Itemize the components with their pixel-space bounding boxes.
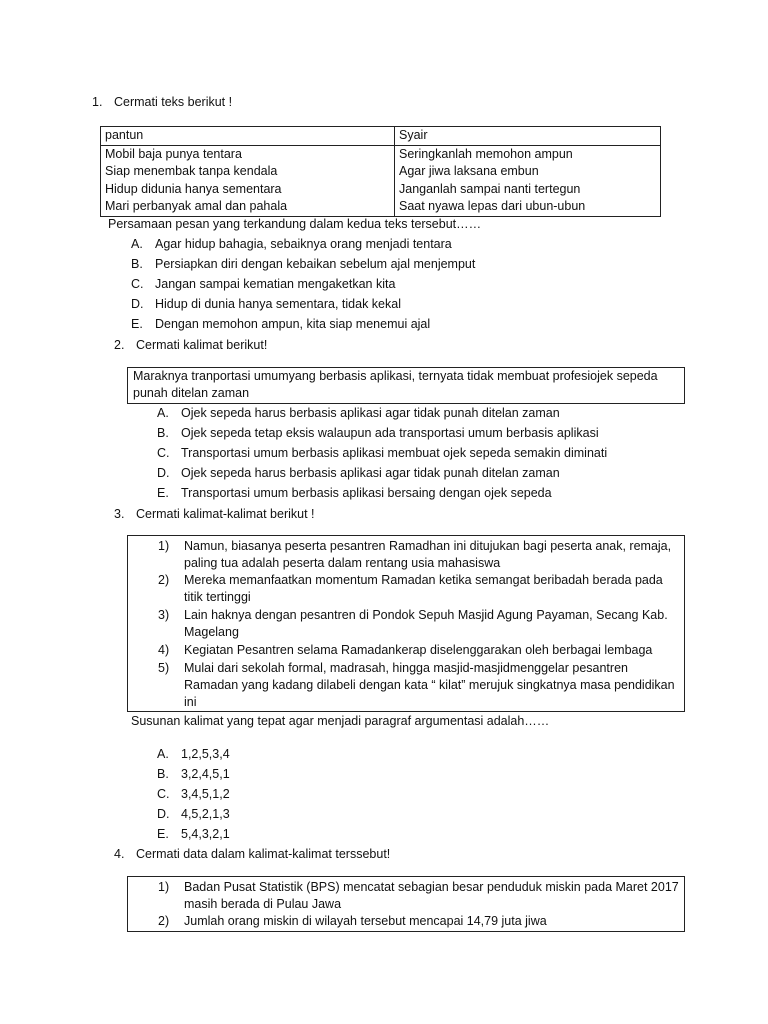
q2-prompt: Cermati kalimat berikut! <box>136 338 268 352</box>
q1-option-a[interactable]: A. Agar hidup bahagia, sebaiknya orang menjadi tentara <box>131 237 452 251</box>
q3-question: Susunan kalimat yang tepat agar menjadi paragraf argumentasi adalah…… <box>131 714 550 728</box>
table-header-pantun: pantun <box>101 127 395 146</box>
q3-option-a[interactable]: A. 1,2,5,3,4 <box>157 747 230 761</box>
q2-option-a[interactable]: A. Ojek sepeda harus berbasis aplikasi agar tidak punah ditelan zaman <box>157 406 560 420</box>
pantun-line: Siap menembak tanpa kendala <box>105 164 278 178</box>
q1-comparison-table <box>100 126 661 217</box>
q2-option-c[interactable]: C. Transportasi umum berbasis aplikasi membuat ojek sepeda semakin diminati <box>157 446 608 460</box>
syair-line: Janganlah sampai nanti tertegun <box>399 181 581 196</box>
q3-number: 3. <box>114 507 125 521</box>
q3-option-d[interactable]: D. 4,5,2,1,3 <box>157 807 230 821</box>
q1-option-c[interactable]: C. Jangan sampai kematian mengaketkan kita <box>131 277 396 291</box>
q1-number: 1. <box>92 95 103 109</box>
q1-heading <box>92 94 232 111</box>
q3-item-2-cont: titik tertinggi <box>184 590 251 604</box>
syair-line: Saat nyawa lepas dari ubun-ubun <box>399 199 586 213</box>
q3-item-1-cont: paling tua adalah peserta dalam rentang usia mahasiswa <box>184 556 501 570</box>
q3-item-5-cont: ini <box>184 695 197 709</box>
pantun-cell <box>101 145 395 216</box>
q4-data-box <box>127 876 685 932</box>
q4-heading <box>114 846 390 863</box>
pantun-line: Mari perbanyak amal dan pahala <box>105 199 288 213</box>
q4-item-1: 1) Badan Pusat Statistik (BPS) mencatat sebagian besar penduduk miskin pada Maret 2017 <box>158 880 679 894</box>
q3-option-c[interactable]: C. 3,4,5,1,2 <box>157 787 230 801</box>
q1-option-e[interactable]: E. Dengan memohon ampun, kita siap menemui ajal <box>131 317 431 331</box>
q3-item-5-cont: Ramadan yang kadang dilabeli dengan kata “ kilat” merujuk singkatnya masa pendidikan <box>184 678 675 692</box>
pantun-line: Hidup didunia hanya sementara <box>105 181 282 196</box>
q4-item-1-cont: masih berada di Pulau Jawa <box>184 897 342 911</box>
q1-option-b[interactable]: B. Persiapkan diri dengan kebaikan sebelum ajal menjemput <box>131 257 476 271</box>
q3-item-1: 1) Namun, biasanya peserta pesantren Ramadhan ini ditujukan bagi peserta anak, remaja, <box>158 539 672 553</box>
syair-line: Agar jiwa laksana embun <box>399 164 539 178</box>
q1-question: Persamaan pesan yang terkandung dalam kedua teks tersebut…… <box>108 217 482 231</box>
q4-prompt: Cermati data dalam kalimat-kalimat terssebut! <box>136 847 391 861</box>
q2-sentence-box <box>127 367 685 404</box>
q2-box-line: punah ditelan zaman <box>133 386 250 400</box>
syair-cell <box>395 145 661 216</box>
q3-option-b[interactable]: B. 3,2,4,5,1 <box>157 767 230 781</box>
q3-item-5: 5) Mulai dari sekolah formal, madrasah, hingga masjid-masjidmenggelar pesantren <box>158 661 628 675</box>
q3-item-4: 4) Kegiatan Pesantren selama Ramadankerap diselenggarakan oleh berbagai lembaga <box>158 643 653 657</box>
syair-line: Seringkanlah memohon ampun <box>399 146 573 161</box>
table-header-syair: Syair <box>395 127 661 146</box>
q2-number: 2. <box>114 338 125 352</box>
q3-sentences-box <box>127 535 685 712</box>
q4-item-2: 2) Jumlah orang miskin di wilayah tersebut mencapai 14,79 juta jiwa <box>158 914 547 928</box>
q1-prompt: Cermati teks berikut ! <box>114 95 233 109</box>
q2-box-line: Maraknya tranportasi umumyang berbasis aplikasi, ternyata tidak membuat profesiojek sepeda <box>133 369 658 383</box>
q1-option-d[interactable]: D. Hidup di dunia hanya sementara, tidak kekal <box>131 297 401 311</box>
q2-heading <box>114 337 267 354</box>
q4-number: 4. <box>114 847 125 861</box>
q3-heading <box>114 506 315 523</box>
q2-option-b[interactable]: B. Ojek sepeda tetap eksis walaupun ada transportasi umum berbasis aplikasi <box>157 426 599 440</box>
q3-item-2: 2) Mereka memanfaatkan momentum Ramadan ketika semangat beribadah berada pada <box>158 573 663 587</box>
q2-option-e[interactable]: E. Transportasi umum berbasis aplikasi bersaing dengan ojek sepeda <box>157 486 552 500</box>
q3-item-3-cont: Magelang <box>184 625 239 639</box>
q3-prompt: Cermati kalimat-kalimat berikut ! <box>136 507 315 521</box>
q3-item-3: 3) Lain haknya dengan pesantren di Pondok Sepuh Masjid Agung Payaman, Secang Kab. <box>158 608 668 622</box>
q2-option-d[interactable]: D. Ojek sepeda harus berbasis aplikasi agar tidak punah ditelan zaman <box>157 466 560 480</box>
q3-option-e[interactable]: E. 5,4,3,2,1 <box>157 827 230 841</box>
pantun-line: Mobil baja punya tentara <box>105 146 242 161</box>
